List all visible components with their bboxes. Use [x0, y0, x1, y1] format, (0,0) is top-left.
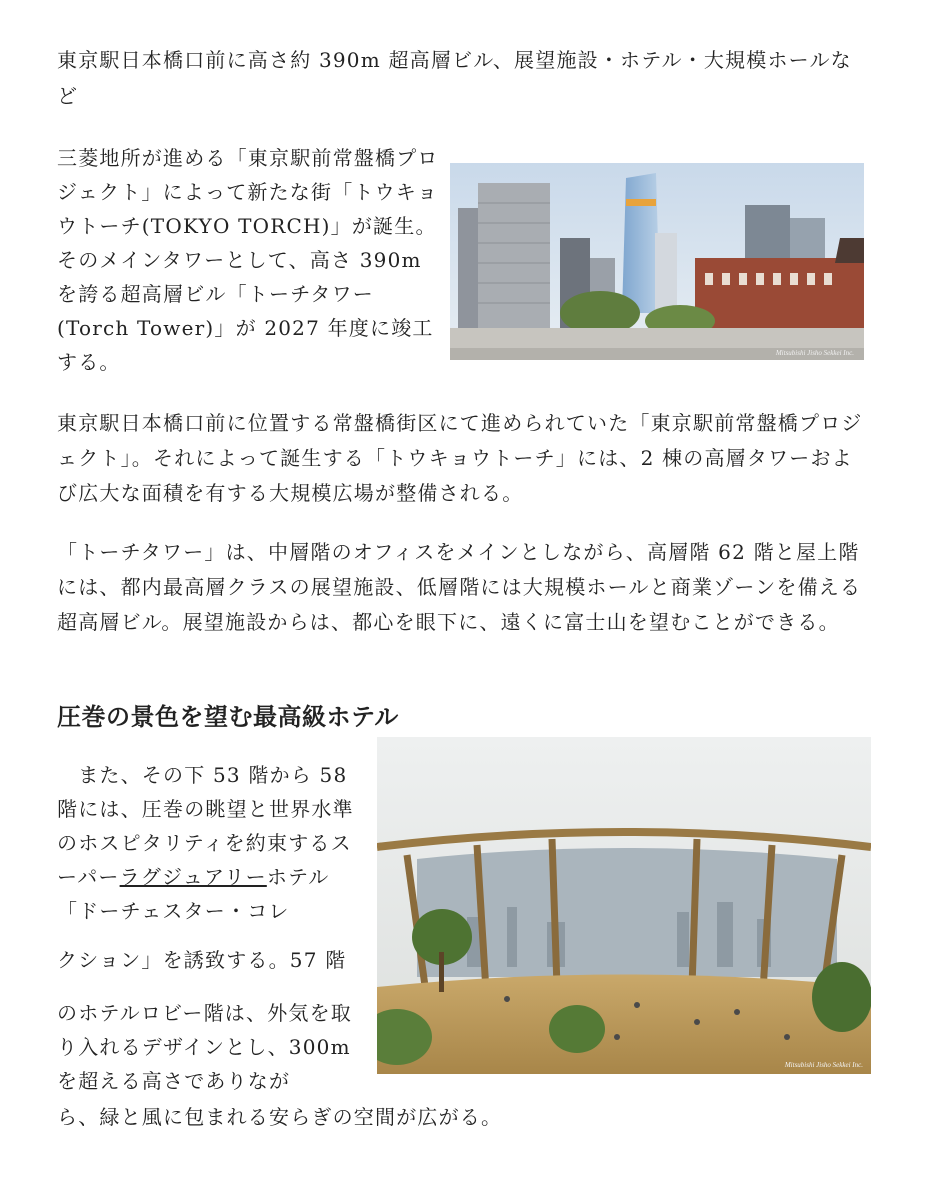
article-title: 東京駅日本橋口前に高さ約 390m 超高層ビル、展望施設・ホテル・大規模ホールなど: [57, 48, 852, 108]
section-heading: 圧巻の景色を望む最高級ホテル: [57, 703, 399, 731]
hotel-paragraph-part-1: [57, 758, 357, 928]
hotel-text-pre: また、その下 53 階から 58 階には、圧巻の眺望と世界水準のホスピタリティを約束するスーパー: [57, 763, 354, 889]
hotel-text-post: ホテル「ドーチェスター・コレ: [57, 865, 330, 923]
hotel-paragraph-part-4: ら、緑と風に包まれる安らぎの空間が広がる。: [57, 1105, 503, 1129]
torch-tower-exterior-image: [450, 163, 864, 360]
hotel-lobby-illustration: [377, 737, 871, 1074]
body-paragraph-3: 「トーチタワー」は、中層階のオフィスをメインとしながら、高層階 62 階と屋上階には、都内最高層クラスの展望施設、低層階には大規模ホールと商業ゾーンを備える超高層ビル。展望施設からは、都心を眼下に、遠くに富士山を望むことができる。: [57, 540, 862, 634]
body-paragraph-2: 東京駅日本橋口前に位置する常盤橋街区にて進められていた「東京駅前常盤橋プロジェクト」。それによって誕生する「トウキョウトーチ」には、2 棟の高層タワーおよび広大な面積を有する大規模広場が整備される。: [57, 411, 863, 505]
lobby-credit: Mitsubishi Jisho Sekkei Inc.: [784, 1061, 863, 1069]
hotel-paragraph-part-3: のホテルロビー階は、外気を取り入れるデザインとし、300m を超える高さでありなが: [57, 1001, 352, 1093]
hotel-paragraph-part-2: クション」を誘致する。57 階: [57, 948, 347, 972]
tower-exterior-illustration: [450, 163, 864, 360]
intro-paragraph: 三菱地所が進める「東京駅前常盤橋プロジェクト」によって新たな街「トウキョウトーチ(TOKYO TORCH)」が誕生。そのメインタワーとして、高さ 390m を誇る超高層ビル「トーチタワー(Torch Tower)」が 2027 年度に竣工する。: [57, 146, 439, 374]
luxury-link[interactable]: ラグジュアリー: [119, 865, 267, 889]
hotel-lobby-image: [377, 737, 871, 1074]
exterior-credit: Mitsubishi Jisho Sekkei Inc.: [775, 349, 854, 357]
